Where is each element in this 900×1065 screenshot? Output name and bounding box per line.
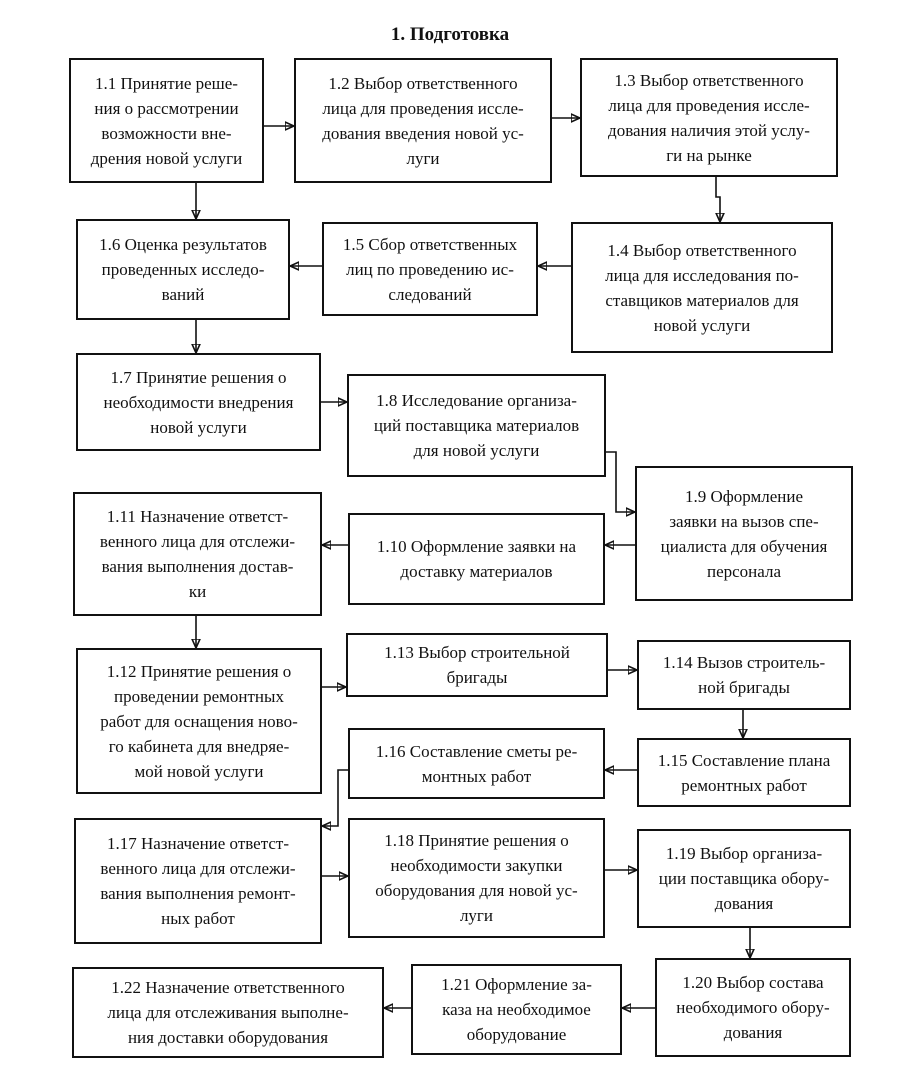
step-1-3: 1.3 Выбор ответственного лица для проведения иссле- дования наличия этой услу- ги на рынке <box>580 58 838 177</box>
step-1-14: 1.14 Вызов строитель- ной бригады <box>637 640 851 710</box>
step-1-9: 1.9 Оформление заявки на вызов спе- циалиста для обучения персонала <box>635 466 853 601</box>
step-1-2: 1.2 Выбор ответственного лица для проведения иссле- дования введения новой ус- луги <box>294 58 552 183</box>
step-1-16: 1.16 Составление сметы ре- монтных работ <box>348 728 605 799</box>
step-1-11: 1.11 Назначение ответст- венного лица для отслежи- вания выполнения достав- ки <box>73 492 322 616</box>
arrow-1-16-to-1-17 <box>322 770 348 826</box>
step-1-15: 1.15 Составление плана ремонтных работ <box>637 738 851 807</box>
step-1-5: 1.5 Сбор ответственных лиц по проведению ис- следований <box>322 222 538 316</box>
diagram-title: 1. Подготовка <box>390 24 510 45</box>
step-1-1: 1.1 Принятие реше- ния о рассмотрении возможности вне- дрения новой услуги <box>69 58 264 183</box>
step-1-17: 1.17 Назначение ответст- венного лица для отслежи- вания выполнения ремонт- ных работ <box>74 818 322 944</box>
step-1-8: 1.8 Исследование организа- ций поставщика материалов для новой услуги <box>347 374 606 477</box>
step-1-19: 1.19 Выбор организа- ции поставщика обору- дования <box>637 829 851 928</box>
step-1-22: 1.22 Назначение ответственного лица для отслеживания выполне- ния доставки оборудования <box>72 967 384 1058</box>
step-1-21: 1.21 Оформление за- каза на необходимое оборудование <box>411 964 622 1055</box>
arrow-1-3-to-1-4 <box>716 177 720 222</box>
step-1-10: 1.10 Оформление заявки на доставку материалов <box>348 513 605 605</box>
arrow-1-8-to-1-9 <box>606 452 635 512</box>
step-1-18: 1.18 Принятие решения о необходимости закупки оборудования для новой ус- луги <box>348 818 605 938</box>
step-1-20: 1.20 Выбор состава необходимого обору- дования <box>655 958 851 1057</box>
step-1-13: 1.13 Выбор строительной бригады <box>346 633 608 697</box>
step-1-4: 1.4 Выбор ответственного лица для исследования по- ставщиков материалов для новой услуги <box>571 222 833 353</box>
step-1-7: 1.7 Принятие решения о необходимости внедрения новой услуги <box>76 353 321 451</box>
step-1-12: 1.12 Принятие решения о проведении ремонтных работ для оснащения ново- го кабинета для внедряе- мой новой услуги <box>76 648 322 794</box>
step-1-6: 1.6 Оценка результатов проведенных исследо- ваний <box>76 219 290 320</box>
